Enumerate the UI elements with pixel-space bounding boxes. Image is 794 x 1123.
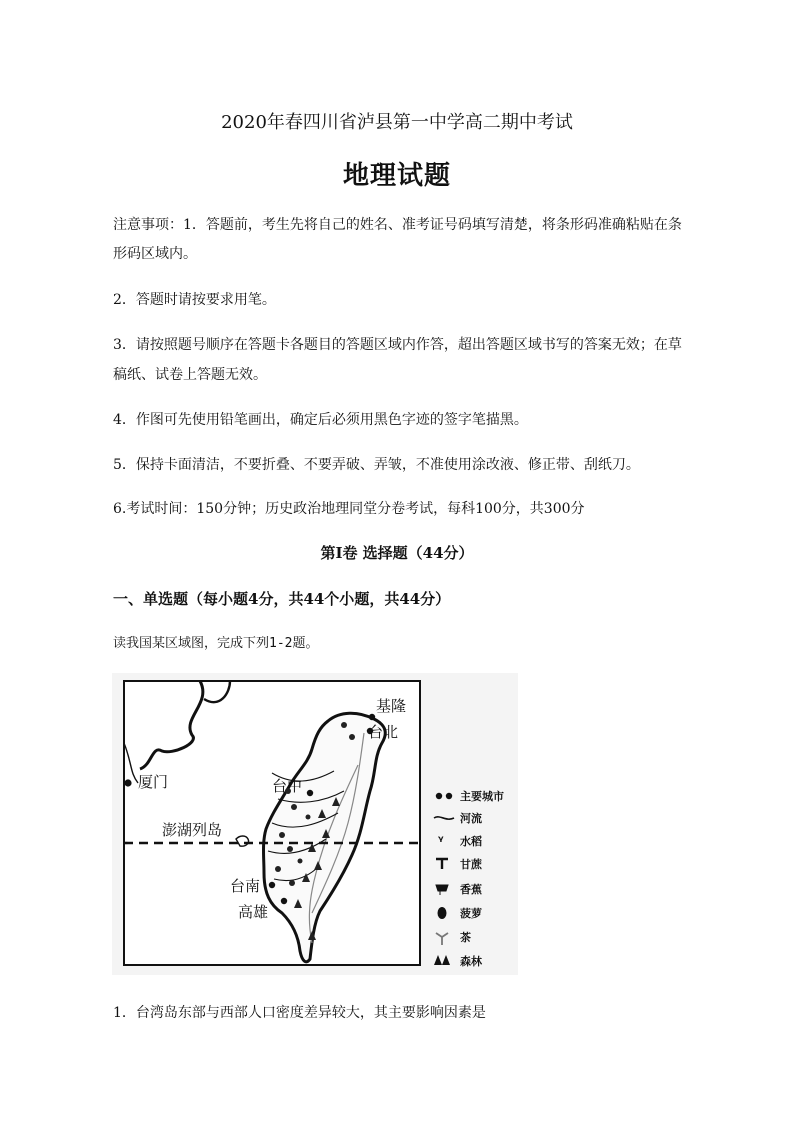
legend-label-pineapple: 菠萝 — [460, 907, 482, 920]
rice-icon: ᵞ — [438, 834, 444, 849]
taichung-label: 台中 — [272, 777, 303, 795]
xiamen-label: 厦门 — [138, 773, 169, 791]
note-line-5: 稿纸、试卷上答题无效。 — [113, 367, 267, 383]
city-dot-icon — [436, 793, 442, 799]
kaohsiung-dot — [281, 898, 287, 904]
question-1: 1．台湾岛东部与西部人口密度差异较大，其主要影响因素是 — [113, 1005, 486, 1021]
legend-label-river: 河流 — [460, 812, 482, 825]
legend-label-banana: 香蕉 — [460, 883, 482, 896]
legend-label-forest: 森林 — [460, 955, 482, 968]
keelung-label: 基隆 — [376, 697, 407, 715]
note-line-4: 3．请按照题号顺序在答题卡各题目的答题区域内作答，超出答题区域书写的答案无效；在草 — [113, 337, 682, 353]
keelung-dot — [369, 714, 375, 720]
legend-label-cities: 主要城市 — [460, 790, 504, 803]
penghu-label: 澎湖列岛 — [162, 821, 223, 839]
legend-label-tea: 茶 — [460, 931, 471, 944]
legend-label-sugarcane: 甘蔗 — [460, 858, 482, 871]
legend-label-rice: 水稻 — [460, 835, 482, 848]
note-line-1: 注意事项：1．答题前，考生先将自己的姓名、准考证号码填写清楚，将条形码准确粘贴在条 — [113, 217, 682, 233]
tainan-label: 台南 — [230, 877, 261, 895]
section-title: 第Ⅰ卷 选择题（44分） — [320, 544, 474, 562]
note-line-3: 2．答题时请按要求用笔。 — [113, 292, 276, 308]
kaohsiung-label: 高雄 — [238, 903, 269, 921]
note-line-2: 形码区域内。 — [113, 246, 197, 262]
taiwan-map-figure — [112, 673, 518, 975]
xiamen-dot — [124, 779, 131, 786]
exam-header: 2020年春四川省泸县第一中学高二期中考试 — [221, 112, 573, 133]
exam-title: 地理试题 — [342, 161, 451, 191]
note-line-6: 4．作图可先使用铅笔画出，确定后必须用黑色字迹的签字笔描黑。 — [113, 412, 528, 428]
taipei-label: 台北 — [368, 723, 399, 741]
pineapple-icon — [438, 907, 447, 919]
note-line-7: 5．保持卡面清洁，不要折叠、不要弄破、弄皱，不准使用涂改液、修正带、刮纸刀。 — [113, 457, 640, 473]
taichung-dot — [307, 790, 313, 796]
question-type-heading: 一、单选题（每小题4分，共44个小题，共44分） — [113, 590, 451, 608]
map-instruction: 读我国某区域图，完成下列1-2题。 — [113, 636, 319, 651]
note-line-8: 6.考试时间：150分钟；历史政治地理同堂分卷考试，每科100分，共300分 — [113, 501, 585, 517]
tainan-dot — [269, 882, 275, 888]
